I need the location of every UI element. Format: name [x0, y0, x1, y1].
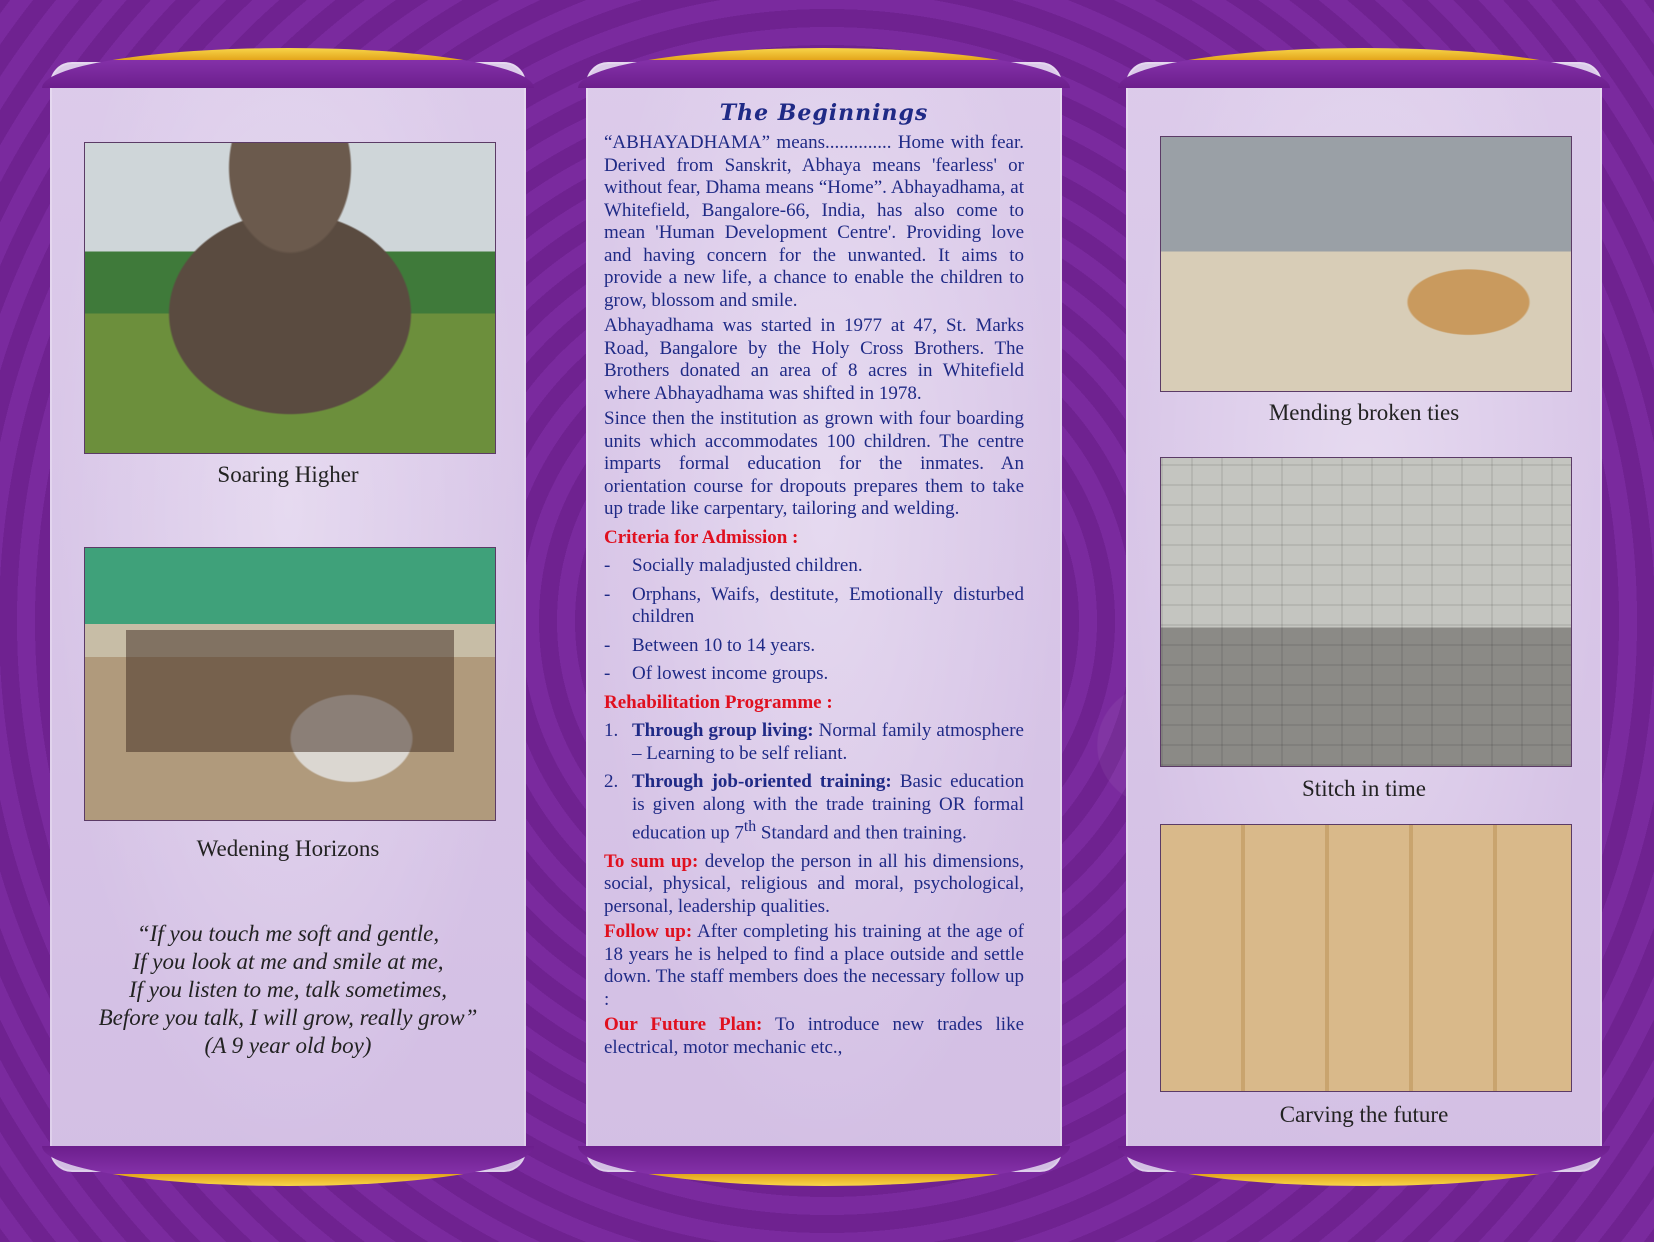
quote-line: If you look at me and smile at me,: [132, 949, 444, 974]
list-body: Normal family atmosphere – Learning to be self reliant.: [632, 720, 1024, 764]
caption-stitch-in-time: Stitch in time: [1302, 776, 1426, 801]
photo-soaring-higher: [84, 142, 496, 454]
left-panel: [50, 62, 526, 1172]
list-item: [604, 555, 1024, 578]
body-text: [604, 132, 1024, 1062]
future-plan: [604, 1014, 1024, 1059]
list-number: 1.: [604, 720, 619, 741]
list-lead: Through group living:: [632, 720, 814, 741]
future-plan-text: To introduce new trades like electrical, motor mechanic etc.,: [604, 1014, 1024, 1058]
caption-mending-broken-ties: Mending broken ties: [1268, 400, 1460, 425]
future-plan-label: Our Future Plan:: [604, 1014, 763, 1036]
list-text: [632, 771, 1024, 845]
list-item: [604, 663, 1024, 686]
quote: [50, 920, 526, 1060]
quote-line: Before you talk, I will grow, really grow”: [98, 1005, 478, 1030]
follow-up: [604, 921, 1024, 1011]
list-text: Between 10 to 14 years.: [632, 634, 816, 656]
list-marker: -: [604, 555, 611, 576]
quote-line: “If you touch me soft and gentle,: [136, 921, 440, 946]
middle-panel: [586, 62, 1062, 1172]
follow-up-label: Follow up:: [604, 921, 693, 943]
list-number: 2.: [604, 771, 619, 792]
list-body-end: Standard and then training.: [756, 822, 967, 844]
list-text: Of lowest income groups.: [632, 663, 829, 684]
list-marker: -: [604, 583, 611, 605]
list-text: [632, 720, 1024, 765]
sum-up-text: develop the person in all his dimensions, social, physical, religious and moral, psychological, personal, leadership qualities.: [604, 850, 1024, 917]
paragraph: Abhayadhama was started in 1977 at 47, St. Marks Road, Bangalore by the Holy Cross Brothers. The Brothers donated an area of 8 acres in Whitefield where Abhayadhama was shifted in 1978.: [604, 315, 1024, 404]
caption-soaring-higher: Soaring Higher: [217, 462, 359, 487]
sum-up: [604, 851, 1024, 919]
paragraph: Since then the institution as grown with four boarding units which accommodates 100 children. The centre imparts formal education for the inmates. An orientation course for dropouts prepares them to take up trade like carpentary, tailoring and welding.: [604, 408, 1024, 519]
quote-attribution: (A 9 year old boy): [204, 1033, 372, 1058]
right-panel: [1126, 62, 1602, 1172]
list-text: Socially maladjusted children.: [632, 555, 863, 576]
list-item: [604, 720, 1024, 765]
caption-wedening-horizons: Wedening Horizons: [196, 836, 380, 861]
list-marker: -: [604, 663, 611, 684]
list-text: Orphans, Waifs, destitute, Emotionally disturbed children: [632, 583, 1024, 627]
photo-carving-the-future: [1160, 824, 1572, 1092]
photo-mending-broken-ties: [1160, 136, 1572, 392]
section-title: The Beginnings: [719, 100, 929, 126]
list-item: [604, 584, 1024, 629]
list-lead: Through job-oriented training:: [632, 771, 892, 792]
quote-line: If you listen to me, talk sometimes,: [128, 977, 448, 1002]
rehab-heading: Rehabilitation Programme :: [604, 691, 833, 713]
list-body: Basic education is given along with the trade training OR formal education up 7: [632, 771, 1024, 844]
criteria-heading: Criteria for Admission :: [604, 526, 799, 548]
caption-carving-the-future: Carving the future: [1279, 1102, 1449, 1127]
sum-up-label: To sum up:: [604, 850, 699, 872]
paragraph: “ABHAYADHAMA” means.............. Home with fear. Derived from Sanskrit, Abhaya means 'fearless' or without fear, Dhama means “Home”. Abhayadhama, at Whitefield, Bangalore-66, India, has also come to mean 'Human Development Centre'. Providing love and having concern for the unwanted. It aims to provide a new life, a chance to enable the children to grow, blossom and smile.: [604, 132, 1024, 311]
list-item: [604, 771, 1024, 845]
photo-wedening-horizons: [84, 547, 496, 821]
photo-stitch-in-time: [1160, 457, 1572, 767]
superscript: th: [743, 818, 757, 835]
list-marker: -: [604, 634, 611, 656]
follow-up-text: After completing his training at the age of 18 years he is helped to find a place outside and settle down. The staff members does the necessary follow up :: [604, 921, 1024, 1010]
list-item: [604, 635, 1024, 658]
